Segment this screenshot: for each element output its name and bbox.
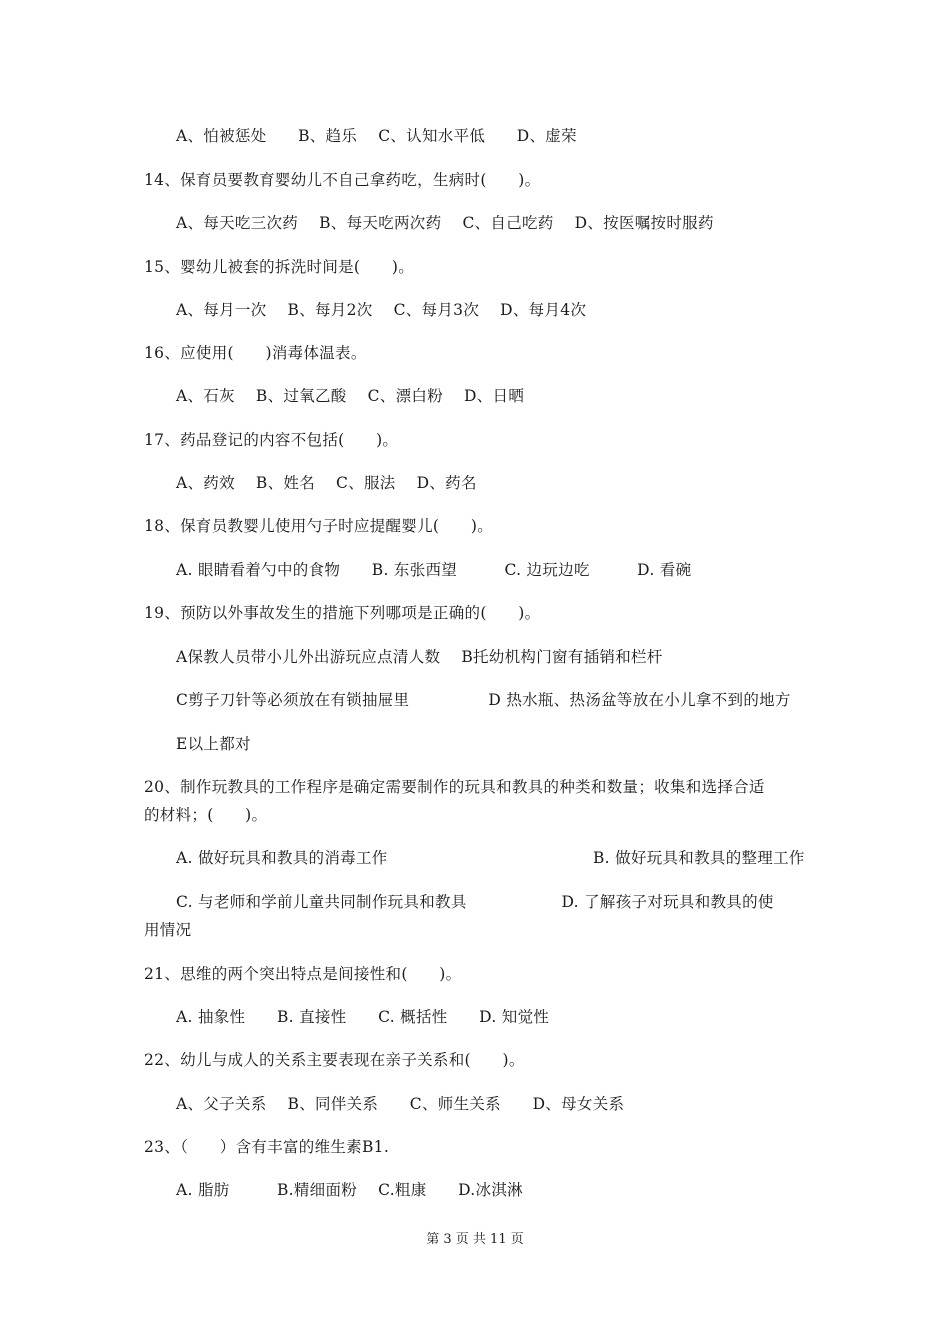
q20-options-ab: A. 做好玩具和教具的消毒工作 B. 做好玩具和教具的整理工作 [176, 849, 805, 867]
q20-question: 20、制作玩教具的工作程序是确定需要制作的玩具和教具的种类和数量；收集和选择合适 [144, 778, 765, 796]
q14-options: A、每天吃三次药 B、每天吃两次药 C、自己吃药 D、按医嘱按时服药 [176, 214, 714, 232]
q18-question: 18、保育员教婴儿使用勺子时应提醒婴儿( )。 [144, 517, 494, 535]
q20-question-cont: 的材料；( )。 [144, 806, 268, 824]
q21-question: 21、思维的两个突出特点是间接性和( )。 [144, 965, 462, 983]
page-footer: 第 3 页 共 11 页 [426, 1232, 524, 1247]
q20-options-cont: 用情况 [144, 921, 192, 939]
q21-options: A. 抽象性 B. 直接性 C. 概括性 D. 知觉性 [176, 1008, 550, 1026]
q19-options-ab: A保教人员带小儿外出游玩应点清人数 B托幼机构门窗有插销和栏杆 [176, 648, 663, 666]
q19-options-cd: C剪子刀针等必须放在有锁抽屉里 D 热水瓶、热汤盆等放在小儿拿不到的地方 [176, 691, 791, 709]
q17-options: A、药效 B、姓名 C、服法 D、药名 [176, 474, 477, 492]
q22-options: A、父子关系 B、同伴关系 C、师生关系 D、母女关系 [176, 1095, 625, 1113]
q14-question: 14、保育员要教育婴幼儿不自己拿药吃，生病时( )。 [144, 171, 541, 189]
q23-options: A. 脂肪 B.精细面粉 C.粗康 D.冰淇淋 [176, 1181, 523, 1199]
q17-question: 17、药品登记的内容不包括( )。 [144, 431, 399, 449]
q19-option-e: E以上都对 [176, 735, 251, 753]
q15-options: A、每月一次 B、每月2次 C、每月3次 D、每月4次 [176, 301, 587, 319]
q15-question: 15、婴幼儿被套的拆洗时间是( )。 [144, 258, 415, 276]
q19-question: 19、预防以外事故发生的措施下列哪项是正确的( )。 [144, 604, 541, 622]
q16-options: A、石灰 B、过氧乙酸 C、漂白粉 D、日晒 [176, 387, 525, 405]
q13-options: A、怕被惩处 B、趋乐 C、认知水平低 D、虚荣 [176, 127, 577, 145]
q22-question: 22、幼儿与成人的关系主要表现在亲子关系和( )。 [144, 1051, 525, 1069]
q16-question: 16、应使用( )消毒体温表。 [144, 344, 367, 362]
q20-options-cd: C. 与老师和学前儿童共同制作玩具和教具 D. 了解孩子对玩具和教具的使 [176, 893, 774, 911]
q18-options: A. 眼睛看着勺中的食物 B. 东张西望 C. 边玩边吃 D. 看碗 [176, 561, 692, 579]
q23-question: 23、（ ）含有丰富的维生素B1. [144, 1138, 390, 1156]
